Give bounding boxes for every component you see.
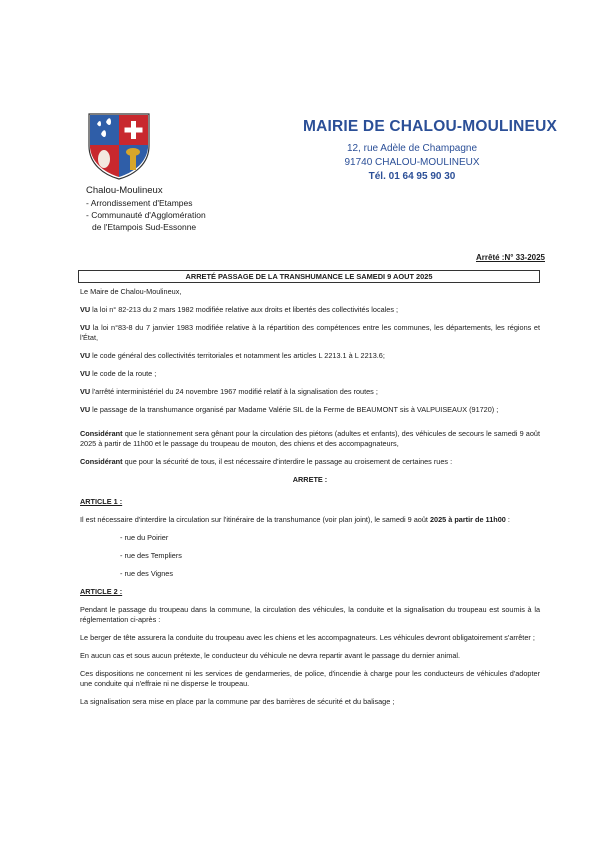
- article-1-text: Il est nécessaire d'interdire la circulation sur l'itinéraire de la transhumance (voir plan joint), le samedi 9 août 2025 à partir de 11h00 :: [80, 515, 510, 524]
- article-2-paragraph: Pendant le passage du troupeau dans la commune, la circulation des véhicules, la conduite et la signalisation du troupeau est soumis à la réglementation ci-après :: [80, 605, 540, 624]
- vu-line: VU l'arrêté interministériel du 24 novembre 1967 modifié relatif à la signalisation des routes ;: [80, 387, 378, 396]
- vu-line: VU le code de la route ;: [80, 369, 157, 378]
- intro-line: Le Maire de Chalou-Moulineux,: [80, 287, 182, 296]
- article-2-paragraph: Le berger de tête assurera la conduite du troupeau avec les chiens et les accompagnateurs. Les véhicules devront obligatoirement s'arrêter ;: [80, 633, 535, 642]
- mairie-header: [262, 118, 562, 184]
- article-2-paragraph: En aucun cas et sous aucun prétexte, le conducteur du véhicule ne devra repartir avant le passage du dernier animal.: [80, 651, 461, 660]
- arrete-heading: ARRETE :: [292, 475, 328, 484]
- mairie-title: MAIRIE DE CHALOU-MOULINEUX: [302, 118, 558, 135]
- considerant-line: Considérant que le stationnement sera gênant pour la circulation des piétons (adultes et enfants), des véhicules de secours le samedi 9 août 2025 à partir de 11h00 et le passage du troupeau de mouton, des chiens et des accompagnateurs,: [80, 429, 540, 448]
- street-item: - rue du Poirier: [120, 533, 169, 542]
- article-2-paragraph: Ces dispositions ne concernent ni les services de gendarmeries, de police, d'incendie à charge pour les conducteurs de véhicules d'adopter une conduite qui n'effraie ni ne disperse le troupeau.: [80, 669, 540, 688]
- vu-line: VU le passage de la transhumance organisé par Madame Valérie SIL de la Ferme de BEAUMONT sis à VALPUISEAUX (91720) ;: [80, 405, 499, 414]
- arrete-number: Arrêté :N° 33-2025: [475, 253, 545, 262]
- coat-of-arms-icon: [86, 112, 152, 180]
- address-line-2: 91740 CHALOU-MOULINEUX: [344, 157, 480, 168]
- vu-line: VU la loi n°83-8 du 7 janvier 1983 modifiée relative à la répartition des compétences entre les communes, les départements, les régions et l'État,: [80, 323, 540, 342]
- vu-line: VU la loi n° 82-213 du 2 mars 1982 modifiée relative aux droits et libertés des collectivités locales ;: [80, 305, 399, 314]
- commune-line: - Communauté d'Agglomération: [86, 210, 206, 220]
- document-title: ARRETÉ PASSAGE DE LA TRANSHUMANCE LE SAMEDI 9 AOUT 2025: [78, 270, 540, 283]
- vu-line: VU le code général des collectivités territoriales et notamment les articles L 2213.1 à L 2213.6;: [80, 351, 385, 360]
- document-body: [80, 287, 540, 715]
- article-2-paragraph: La signalisation sera mise en place par la commune par des barrières de sécurité et du balisage ;: [80, 697, 395, 706]
- commune-line: - Arrondissement d'Etampes: [86, 198, 193, 208]
- article-1-title: ARTICLE 1 :: [80, 497, 123, 506]
- street-item: - rue des Templiers: [120, 551, 182, 560]
- commune-block: [86, 185, 206, 233]
- street-list: [120, 533, 540, 579]
- article-2-title: ARTICLE 2 :: [80, 587, 123, 596]
- commune-line: de l'Etampois Sud-Essonne: [92, 222, 197, 232]
- considerant-line: Considérant que pour la sécurité de tous, il est nécessaire d'interdire le passage au croisement de certaines rues :: [80, 457, 453, 466]
- commune-name: Chalou-Moulineux: [86, 185, 163, 196]
- street-item: - rue des Vignes: [120, 569, 174, 578]
- address-line-1: 12, rue Adèle de Champagne: [346, 143, 478, 154]
- phone-line: Tél. 01 64 95 90 30: [368, 171, 456, 182]
